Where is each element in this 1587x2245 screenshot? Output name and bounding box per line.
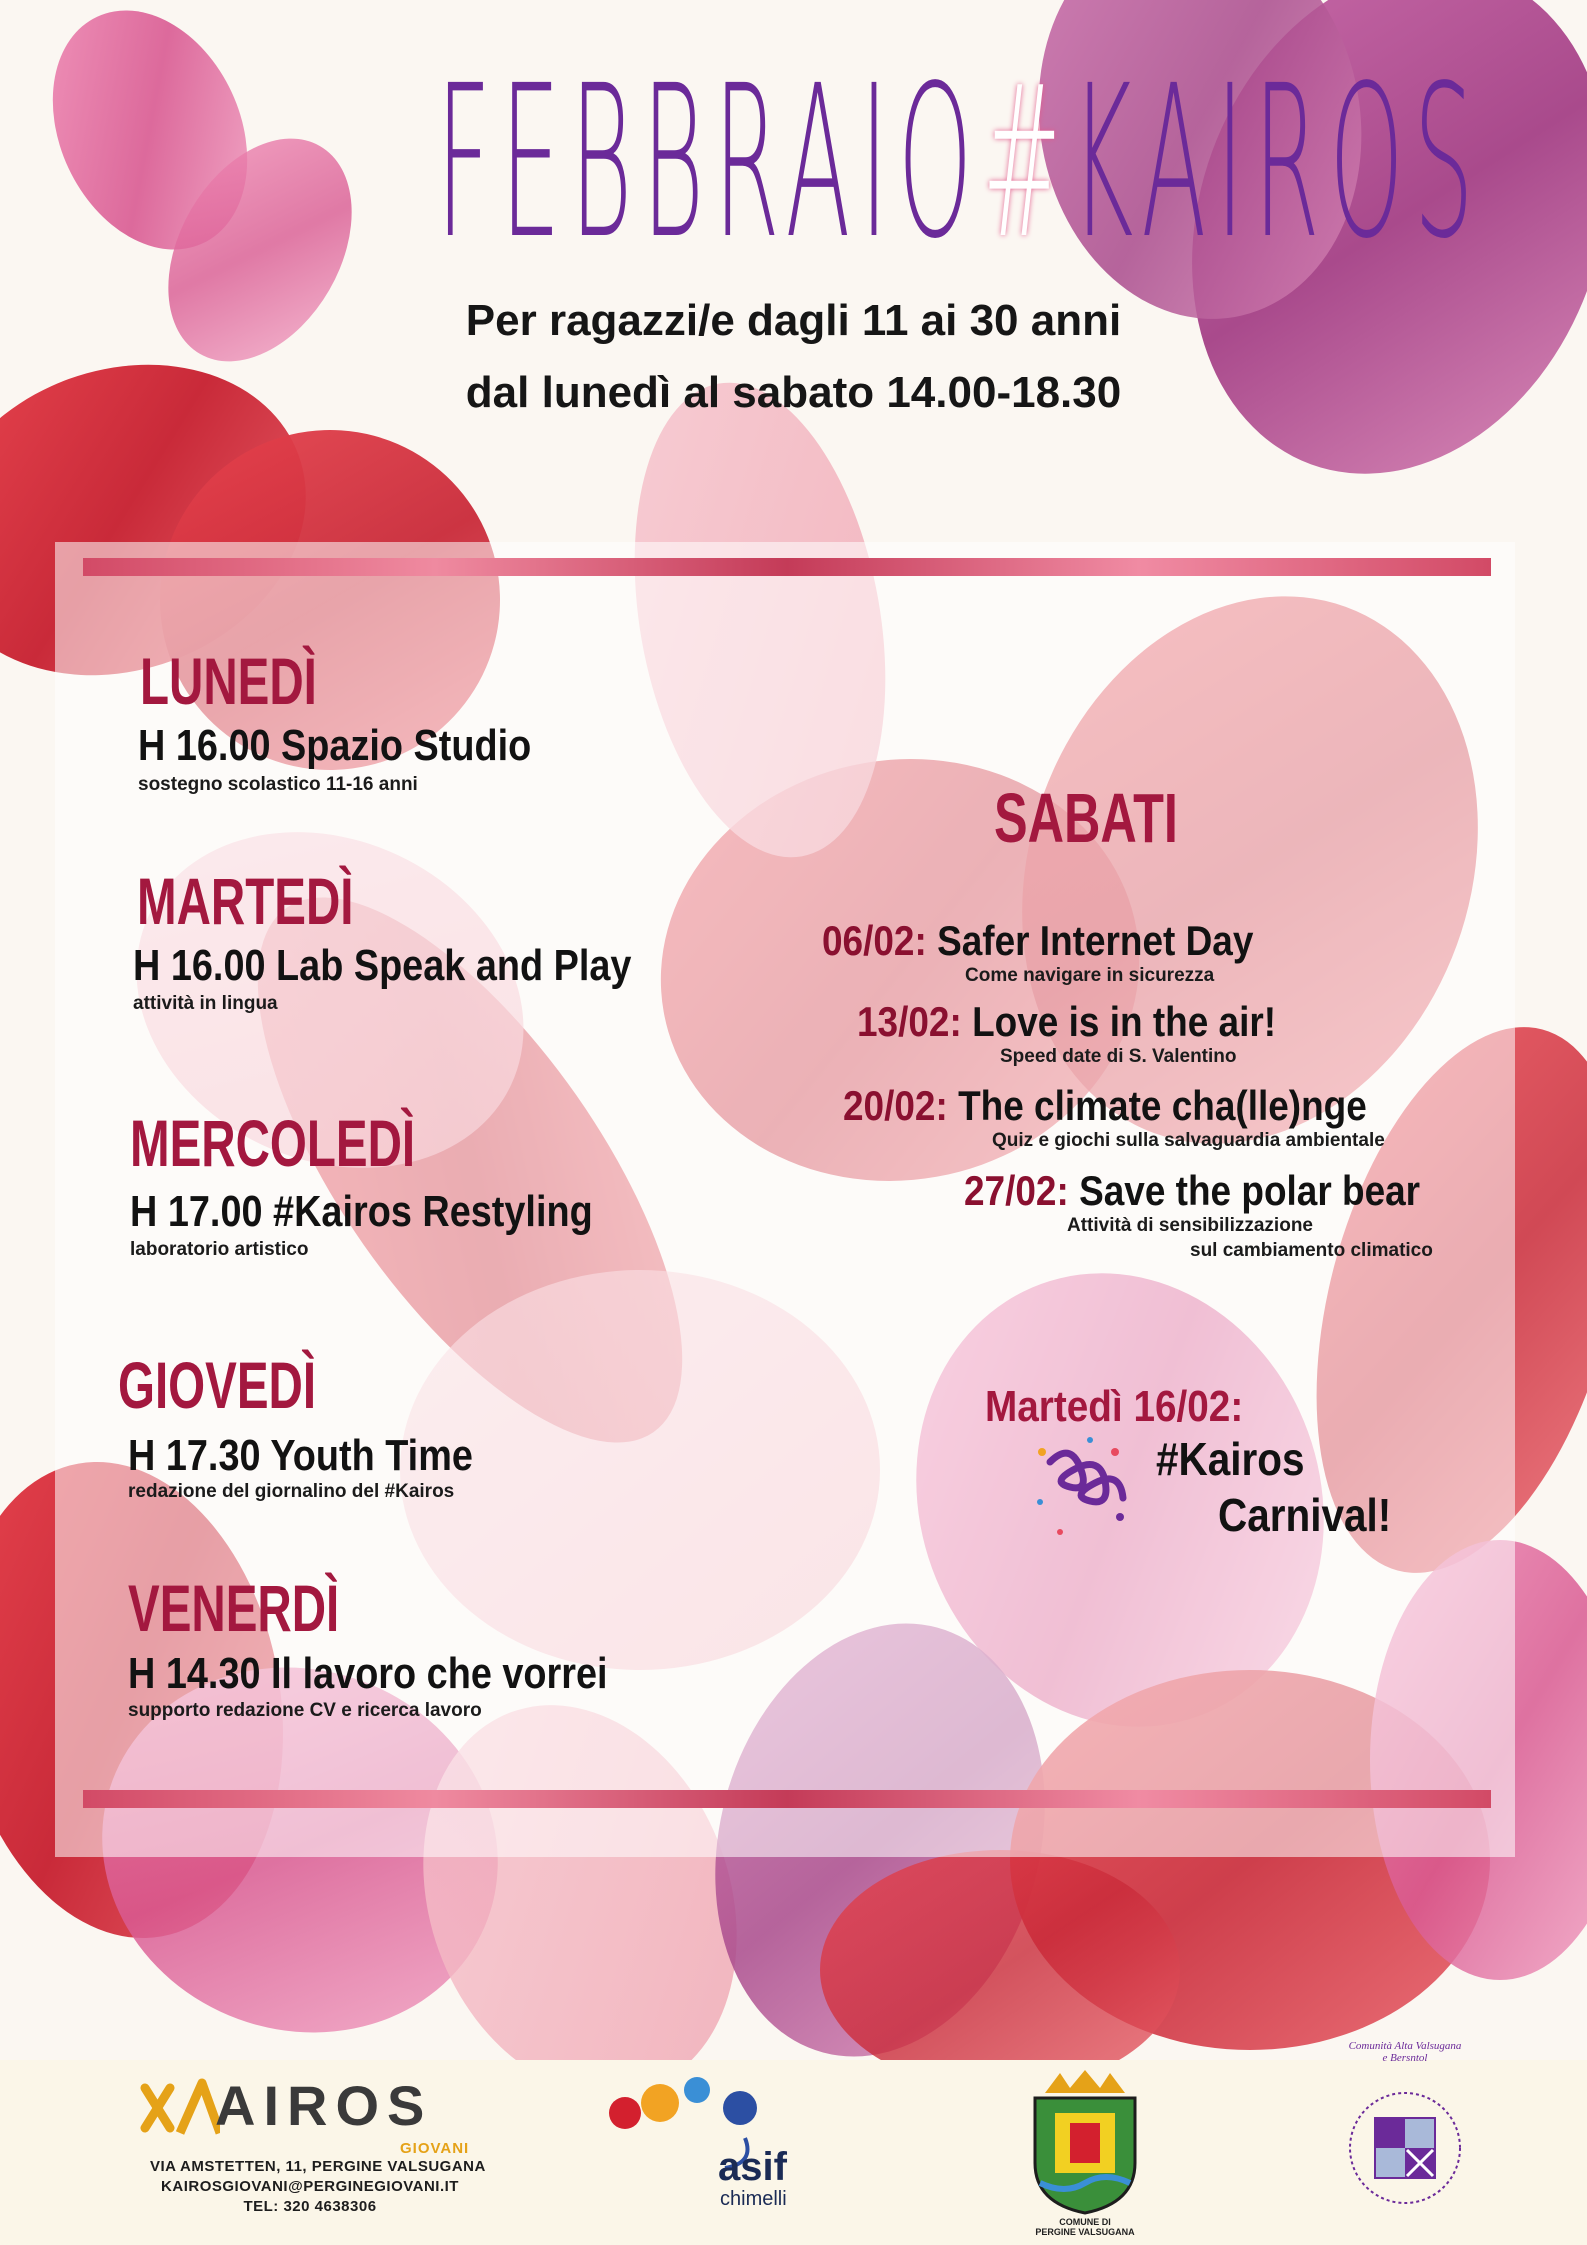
saturday-date: 27/02: (964, 1167, 1069, 1214)
saturday-description: Quiz e giochi sulla salvaguardia ambientale (992, 1130, 1385, 1151)
saturday-description: sul cambiamento climatico (1190, 1240, 1433, 1261)
saturday-description: Come navigare in sicurezza (965, 965, 1215, 986)
comunita-seal-icon (1345, 2068, 1465, 2228)
day-label: VENERDÌ (128, 1571, 340, 1645)
saturday-row (843, 1082, 1367, 1129)
day-event: H 17.00 #Kairos Restyling (130, 1187, 593, 1236)
confetti-icon (1030, 1432, 1130, 1542)
title-hash: # (982, 40, 1072, 285)
day-label: MERCOLEDÌ (130, 1106, 416, 1180)
saturday-description: Speed date di S. Valentino (1000, 1046, 1237, 1067)
asif-sub: chimelli (720, 2188, 787, 2210)
kairos-email: KAIROSGIOVANI@PERGINEGIOVANI.IT (161, 2178, 459, 2195)
saturday-date: 20/02: (843, 1082, 948, 1129)
kairos-logo-icon (140, 2078, 220, 2138)
kairos-phone: TEL: 320 4638306 (243, 2198, 377, 2215)
kairos-address: VIA AMSTETTEN, 11, PERGINE VALSUGANA (150, 2158, 486, 2175)
comune-line-2: PERGINE VALSUGANA (1035, 2226, 1135, 2237)
saturday-row (964, 1167, 1421, 1214)
comune-line-1: COMUNE DI (1059, 2217, 1111, 2227)
day-description: attività in lingua (133, 993, 278, 1014)
day-label: MARTEDÌ (137, 864, 354, 938)
saturday-row (857, 998, 1277, 1045)
saturday-description: Attività di sensibilizzazione (1067, 1215, 1313, 1236)
day-event: H 17.30 Youth Time (128, 1431, 473, 1480)
saturday-event: The climate cha(lle)nge (958, 1082, 1367, 1129)
saturday-event: Save the polar bear (1079, 1167, 1421, 1214)
comunita-label: Comunità Alta Valsugana e Bersntol (1348, 2040, 1462, 2064)
comune-crest-icon (1020, 2068, 1150, 2218)
saturday-date: 13/02: (857, 998, 962, 1045)
subtitle-age: Per ragazzi/e dagli 11 ai 30 anni (465, 296, 1122, 345)
top-divider-bar (83, 558, 1491, 576)
title-right: KAIROS (1071, 40, 1484, 285)
saturday-event: Love is in the air! (972, 998, 1277, 1045)
saturday-date: 06/02: (822, 917, 927, 964)
saturday-row (822, 917, 1254, 964)
day-label: GIOVEDÌ (118, 1348, 317, 1422)
carnival-line-2: Carnival! (1218, 1489, 1392, 1541)
kairos-name: AIROS (215, 2074, 433, 2137)
day-event: H 16.00 Lab Speak and Play (133, 941, 632, 990)
day-description: sostegno scolastico 11-16 anni (138, 774, 418, 795)
asif-name: asif (718, 2145, 787, 2189)
day-description: laboratorio artistico (130, 1239, 309, 1260)
poster-title (436, 40, 1484, 285)
day-event: H 14.30 Il lavoro che vorrei (128, 1649, 608, 1698)
day-description: redazione del giornalino del #Kairos (128, 1481, 455, 1502)
carnival-date: Martedì 16/02: (985, 1382, 1244, 1431)
subtitle-hours: dal lunedì al sabato 14.00-18.30 (465, 368, 1122, 417)
comune-label (1010, 2218, 1160, 2238)
kairos-sub: GIOVANI (400, 2140, 470, 2157)
saturday-event: Safer Internet Day (937, 917, 1254, 964)
title-left: FEBBRAIO (436, 40, 983, 285)
saturdays-title: SABATI (994, 779, 1178, 857)
day-description: supporto redazione CV e ricerca lavoro (128, 1700, 482, 1721)
day-event: H 16.00 Spazio Studio (138, 721, 532, 770)
carnival-line-1: #Kairos (1156, 1433, 1305, 1485)
day-label: LUNEDÌ (140, 644, 317, 718)
bottom-divider-bar (83, 1790, 1491, 1808)
